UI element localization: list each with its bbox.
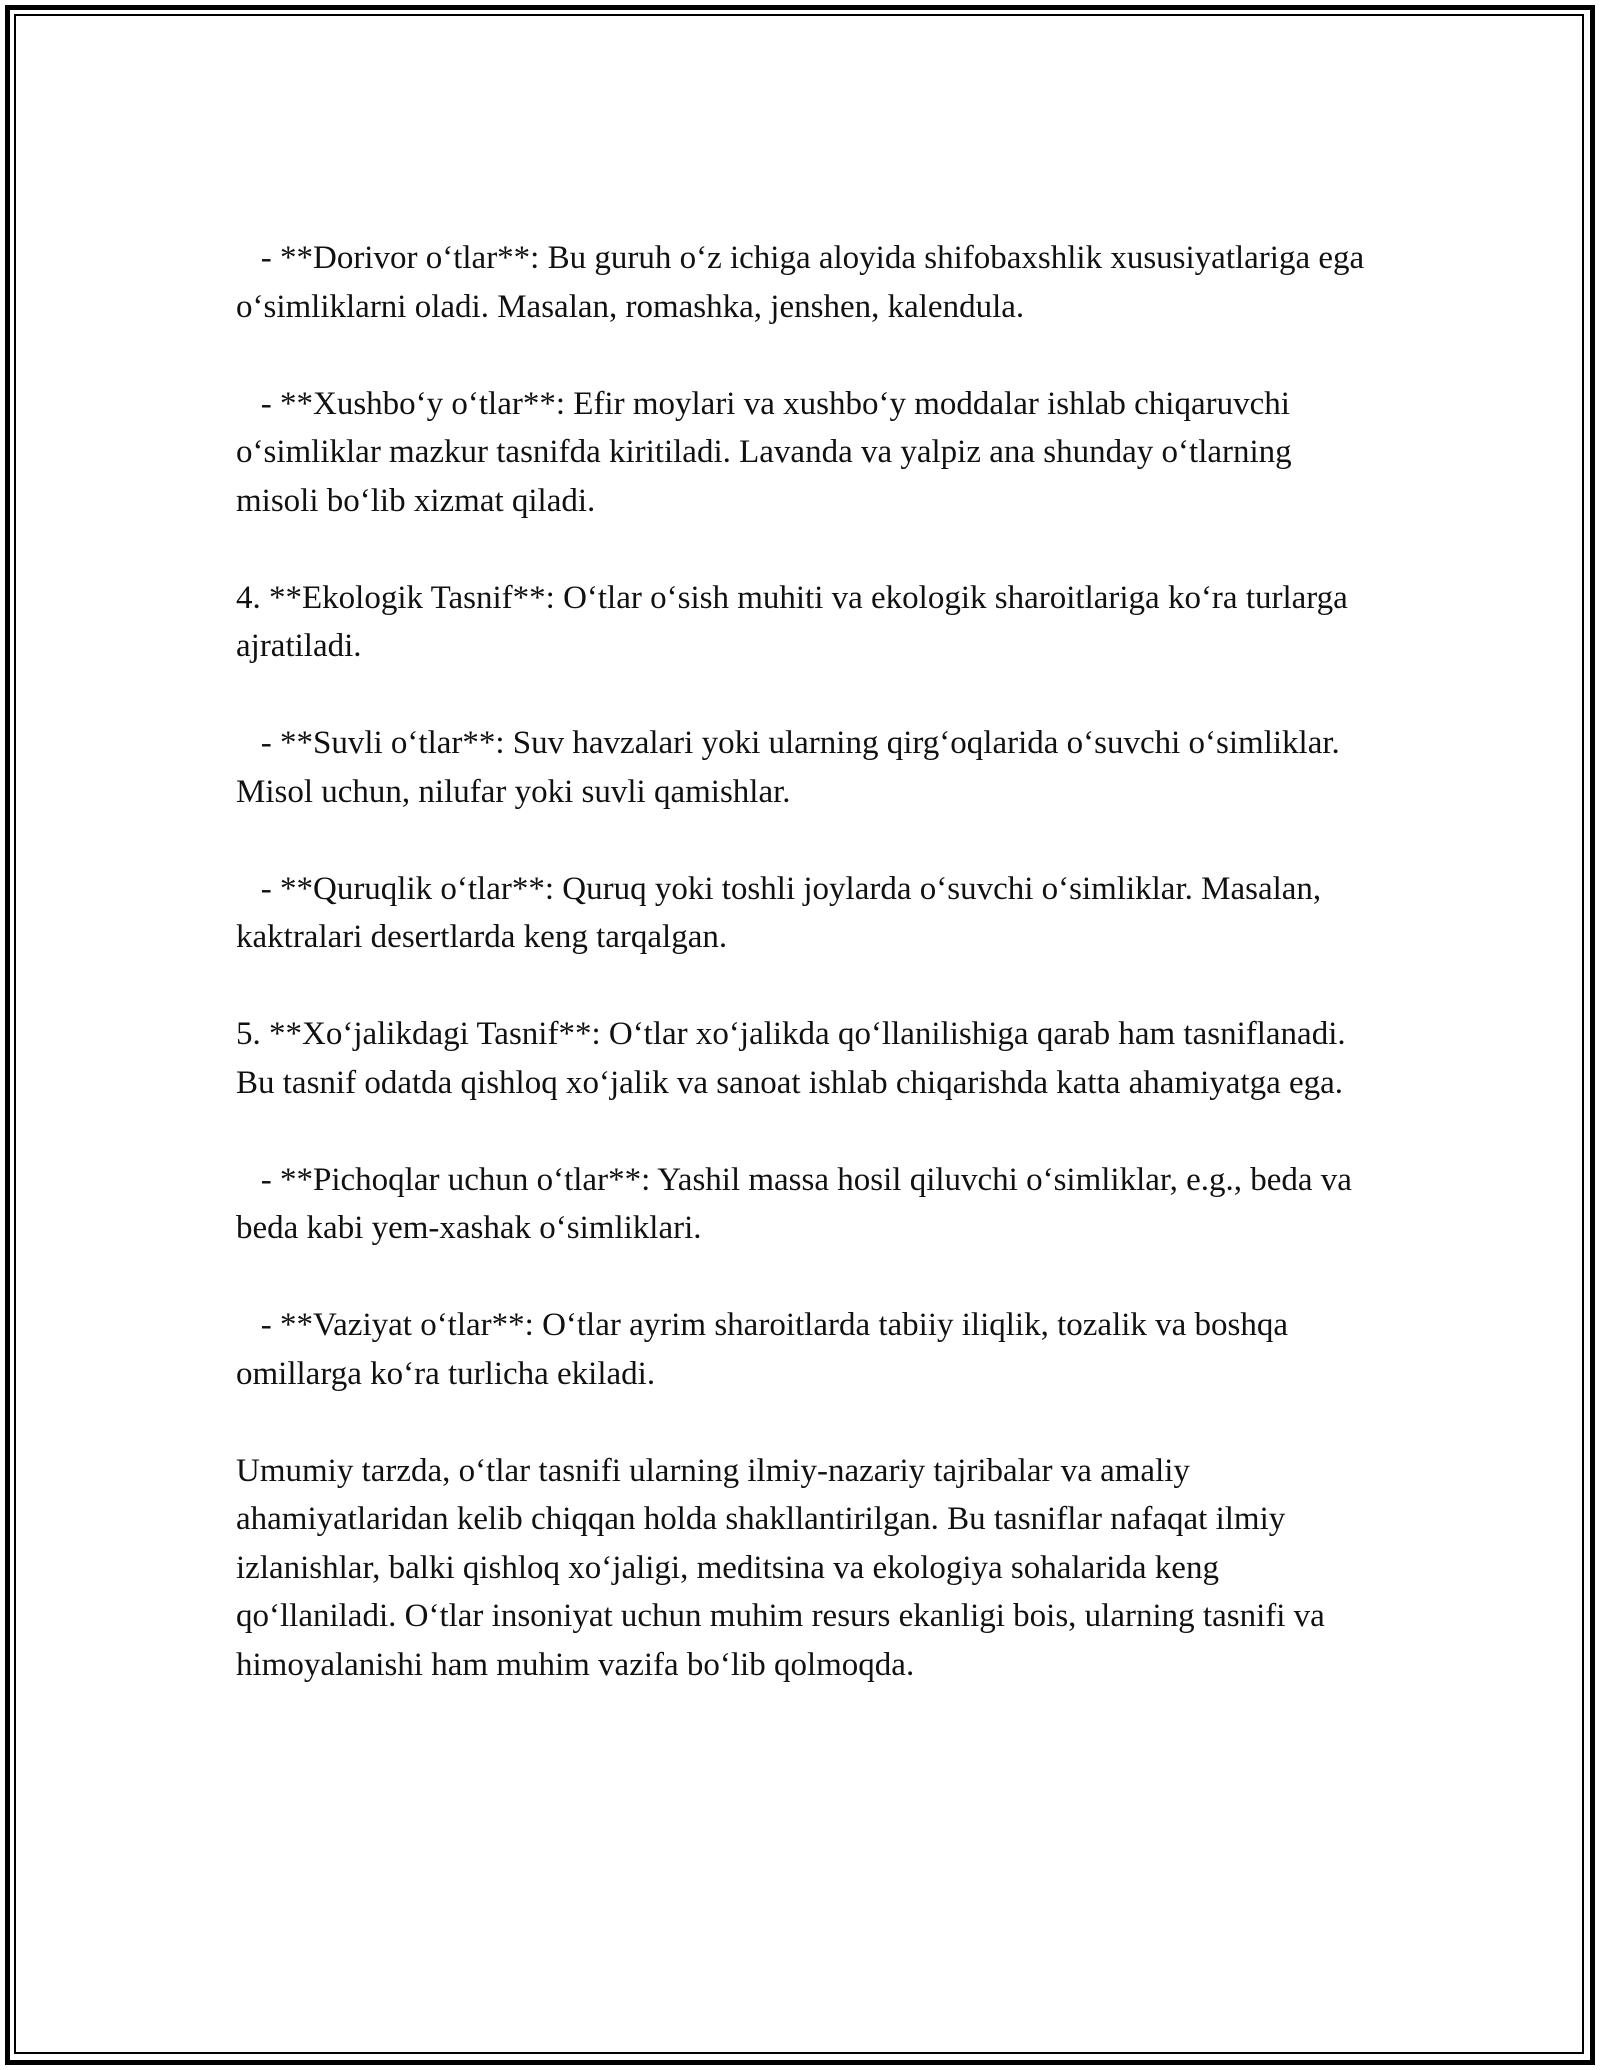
paragraph-xushboy-otlar: - **Xushbo‘y o‘tlar**: Efir moylari va xushbo‘y moddalar ishlab chiqaruvchi o‘simliklar mazkur tasnifda kiritiladi. Lavanda va yalpiz ana shunday o‘tlarning misoli bo‘lib xizmat qiladi. bbox=[236, 385, 1300, 519]
paragraph-quruqlik-otlar: - **Quruqlik o‘tlar**: Quruq yoki toshli joylarda o‘suvchi o‘simliklar. Masalan, kaktralari desertlarda keng tarqalgan. bbox=[236, 870, 1330, 955]
paragraph-ekologik-tasnif: 4. **Ekologik Tasnif**: O‘tlar o‘sish muhiti va ekologik sharoitlariga ko‘ra turlarga ajratiladi. bbox=[236, 579, 1357, 664]
paragraph-pichoqlar-uchun-otlar: - **Pichoqlar uchun o‘tlar**: Yashil massa hosil qiluvchi o‘simliklar, e.g., beda va beda kabi yem-xashak o‘simliklari. bbox=[236, 1161, 1361, 1246]
paragraph-xojalikdagi-tasnif: 5. **Xo‘jalikdagi Tasnif**: O‘tlar xo‘jalikda qo‘llanilishiga qarab ham tasniflanadi. Bu tasnif odatda qishloq xo‘jalik va sanoat ishlab chiqarishda katta ahamiyatga ega. bbox=[236, 1016, 1354, 1101]
document-body bbox=[236, 234, 1373, 1738]
paragraph-dorivor-otlar: - **Dorivor o‘tlar**: Bu guruh o‘z ichiga aloyida shifobaxshlik xususiyatlariga ega o‘simliklarni oladi. Masalan, romashka, jenshen, kalendula. bbox=[236, 240, 1373, 325]
paragraph-conclusion: Umumiy tarzda, o‘tlar tasnifi ularning ilmiy-nazariy tajribalar va amaliy ahamiyatlaridan kelib chiqqan holda shakllantirilgan. Bu tasniflar nafaqat ilmiy izlanishlar, balki qishloq xo‘jaligi, meditsina va ekologiya sohalarida keng qo‘llaniladi. O‘tlar insoniyat uchun muhim resurs ekanligi bois, ularning tasnifi va himoyalanishi ham muhim vazifa bo‘lib qolmoqda. bbox=[236, 1452, 1334, 1683]
paragraph-vaziyat-otlar: - **Vaziyat o‘tlar**: O‘tlar ayrim sharoitlarda tabiiy iliqlik, tozalik va boshqa omillarga ko‘ra turlicha ekiladi. bbox=[236, 1307, 1297, 1392]
paragraph-suvli-otlar: - **Suvli o‘tlar**: Suv havzalari yoki ularning qirg‘oqlarida o‘suvchi o‘simliklar. Misol uchun, nilufar yoki suvli qamishlar. bbox=[236, 725, 1349, 810]
